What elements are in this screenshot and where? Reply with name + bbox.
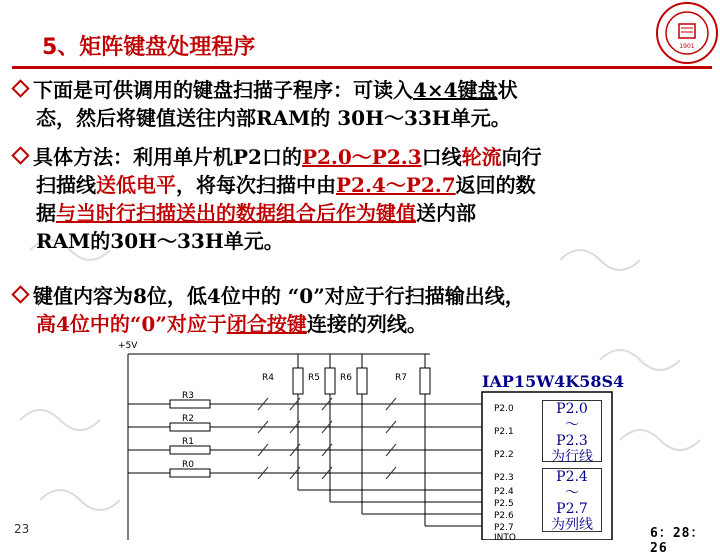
bullet-2-line-1: 具体方法：利用单片机P2口的P2.0～P2.3口线轮流向行 bbox=[14, 143, 542, 171]
pin-label: P2.4 bbox=[494, 487, 514, 497]
pin-label: P2.7 bbox=[494, 523, 514, 533]
bullet-3-line-2: 高4位中的“0”对应于闭合按键连接的列线。 bbox=[36, 312, 427, 336]
clock-display: 6：28：26 bbox=[650, 526, 705, 556]
resistor-r4-label: R4 bbox=[262, 373, 274, 383]
row-lines-annotation: P2.0 ～ P2.3 为行线 bbox=[542, 400, 602, 462]
resistor-r6-label: R6 bbox=[340, 373, 352, 383]
resistor-r2-label: R2 bbox=[182, 414, 194, 424]
chip-name: IAP15W4K58S4 bbox=[482, 372, 625, 391]
resistor-r1-label: R1 bbox=[182, 437, 194, 447]
page-number: 23 bbox=[14, 522, 30, 536]
pin-label: P2.5 bbox=[494, 499, 514, 509]
bullet-3-line-1: 键值内容为8位，低4位中的 “0”对应于行扫描输出线， bbox=[14, 282, 525, 310]
emph-4x4: 4×4键盘 bbox=[413, 78, 498, 102]
pin-label: INTO bbox=[494, 533, 516, 540]
resistor-r7-label: R7 bbox=[395, 373, 407, 383]
slide-title: 5、矩阵键盘处理程序 bbox=[42, 35, 256, 60]
resistor-r0-label: R0 bbox=[182, 460, 194, 470]
bullet-2-line-3: 据与当时行扫描送出的数据组合后作为键值送内部 bbox=[36, 201, 476, 225]
bullet-1-line-1: 下面是可供调用的键盘扫描子程序：可读入4×4键盘状 bbox=[14, 76, 518, 104]
bullet-2-line-2: 扫描线送低电平，将每次扫描中由P2.4～P2.7返回的数 bbox=[36, 173, 536, 197]
pin-label: P2.2 bbox=[494, 450, 514, 460]
resistor-r5-label: R5 bbox=[308, 373, 320, 383]
pin-label: P2.1 bbox=[494, 427, 514, 437]
svg-text:1901: 1901 bbox=[679, 43, 695, 50]
bullet-2-line-4: RAM的30H～33H单元。 bbox=[36, 229, 284, 253]
pin-label: P2.0 bbox=[494, 404, 514, 414]
bullet-1-line-2: 态，然后将键值送往内部RAM的 30H～33H单元。 bbox=[36, 106, 511, 130]
vcc-label: +5V bbox=[118, 341, 138, 351]
pin-label: P2.6 bbox=[494, 511, 514, 521]
col-lines-annotation: P2.4 ～ P2.7 为列线 bbox=[542, 468, 602, 532]
resistor-r3-label: R3 bbox=[182, 391, 194, 401]
pin-label: P2.3 bbox=[494, 473, 514, 483]
